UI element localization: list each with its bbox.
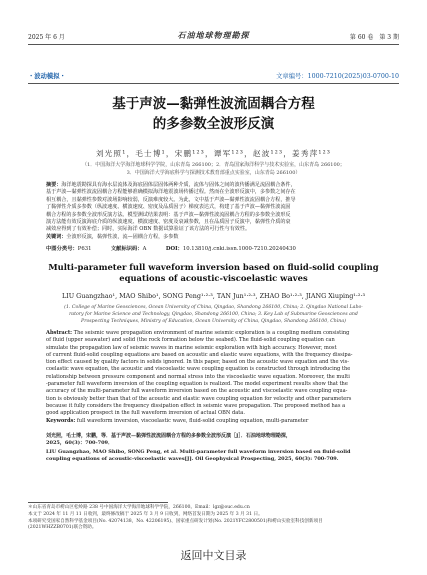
footnotes <box>28 505 399 532</box>
journal-name: 石油地球物理勘探 <box>177 30 250 40</box>
back-to-contents-link[interactable] <box>0 547 427 563</box>
affiliation-en-1: (1. College of Marine Geosciences, Ocean University of China, Qingdao, Shandong 266100, China; 2. Qingdao National Labo- <box>64 305 363 310</box>
affiliation-en-3: Prospecting Techniques, Ministry of Education, Ocean University of China, Qingdao, Shandong 266100, China) <box>81 319 346 324</box>
clc-number: P631 <box>77 246 92 252</box>
category-rule <box>28 83 399 84</box>
title-en-line2: equations of acoustic-viscoelastic waves <box>119 273 308 283</box>
back-to-contents-label: 返回中文目录 <box>180 549 247 562</box>
affiliation-en-2: ratory for Marine Science and Technology, Qingdao, Shandong 266100, China; 3. Key Lab of Submarine Geosciences and <box>69 312 358 317</box>
footnote-3: 本项研究受国家自然科学基金项目(No. 42074138，No. 42206195)、国家重点研发计划(No. 2021YFC2800501)和崂山实验室科技创新项目 <box>28 518 323 524</box>
abstract-cn: 摘要：海洋地震勘探具有海水层流体及海底固体层固体两种介质，流体与固体之间的波传播满足流固耦合条件， 基于声波—黏弹性波流固耦合方程能够准确模拟海洋地震波场传播过程。然而在全波形反演中，多参数之间存在 相互耦合，且黏弹性参数对波场影响较弱，反演难度较大。为此，文中基于声波—黏弹性波流固耦合方程，推导 了黏弹性介质多参数（纵波速度、横波速度、密度及品质因子）梯度表达式，构建了基于声波—黏弹性波流固 耦合方程的多参数全波形反演方法。模型测试结果表明：基于声波—黏弹性波流固耦合方程的多参数全波形反 演方法能有效反演海底介质的纵波速度、横波速度、密度及衰减参数，且在品质因子反演中，黏弹性介质的衰 减效应得到了有效补偿；同时，实际海洋 OBN 数据试算验证了该方法的可行性与有效性。 关键词：全波形反演，黏弹性波，流—固耦合方程，多参数 <box>46 182 381 241</box>
affiliation-cn-2: 3．中国海洋大学海底科学与探测技术教育部重点实验室，山东青岛 266100） <box>126 170 301 176</box>
title-cn-line1: 基于声波—黏弹性波流固耦合方程 <box>112 96 315 112</box>
abstract-cn-label: 摘要： <box>46 182 62 188</box>
issue-date: 2025 年 6 月 <box>28 34 65 41</box>
classification-row: 中图分类号：P631 文献标识码：A DOI：10.13810/j.cnki.issn.1000-7210.20240430 <box>46 246 296 252</box>
authors-cn: 刘光照¹，毛士博¹，宋鹏¹²³，谭军¹²³，赵波¹²³，姜秀萍¹²³ <box>95 149 332 158</box>
article-id: 文章编号：1000-7210(2025)03-0700-10 <box>276 73 399 80</box>
abstract-en-label: Abstract: <box>46 330 73 336</box>
abstract-en: Abstract: The seismic wave propagation environment of marine seismic exploration is a coupling medium consisting of fluid (upper seawater) and solid (the rock formation below the seabed). The fluid-solid coupling equation can simulate the propagation law of seismic waves in marine seismic exploration with high accuracy. However, most of current fluid-solid coupling equations are based on acoustic and elastic wave equations, with the frequency dissipa- tion effect caused by quality factors in solids ignored. In this paper, based on the acoustic wave equation and the vis- coelastic wave equation, the acoustic and viscoelastic wave coupling equation is constructed through introducing the relationship between pressure component and normal stress into the viscoelastic wave equation. Moreover, the multi -parameter full waveform inversion of the coupling equation is realized. The model experiment results show that the accuracy of the multi-parameter full waveform inversion based on the acoustic and viscoelastic wave coupling equa- tion is obviously better than that of the acoustic and elastic wave coupling equation for velocity and other parameters because it fully considers the frequency dissipation effect in seismic wave propagation. The proposed method has a good application prospect in the full waveform inversion of actual OBN data. Keywords: full waveform inversion, viscoelastic wave, fluid-solid coupling equation, multi-parameter <box>46 330 381 425</box>
footnote-2: 本文于 2024 年 11 月 11 日收到，最终修改稿于 2025 年 3 月 9 日收到，网络首发日期为 2025 年 3 月 31 日。 <box>28 511 263 517</box>
footnote-1: ＊山东省青岛市崂山区松岭路 238 号中国海洋大学海洋地球科学学院，266100。Email：lgz@ouc.edu.cn <box>28 505 250 510</box>
doc-code: A <box>142 246 147 252</box>
doi: 10.13810/j.cnki.issn.1000-7210.20240430 <box>182 246 296 252</box>
citation-cn: 刘光照，毛士博，宋鹏，等．基于声波—黏弹性波流固耦合方程的多参数全波形反演［J］．石油地球物理勘探， 2025，60(3)：700-709． <box>46 433 291 447</box>
title-en-line1: Multi-parameter full waveform inversion based on fluid-solid coupling <box>48 262 379 272</box>
footnote-rule <box>28 502 168 503</box>
running-header <box>28 30 399 42</box>
keywords-cn: 关键词：全波形反演，黏弹性波，流—固耦合方程，多参数 <box>46 233 179 240</box>
affiliation-cn-1: （1．中国海洋大学海洋地球科学学院，山东青岛 266100；2．青岛国家海洋科学与技术实验室，山东青岛 266100； <box>82 162 345 168</box>
citation-en: LIU Guangzhao, MAO Shibo, SONG Peng, et al. Multi-parameter full waveform inversion based on fluid-solid coupling equations of acoustic-viscoelastic waves[J]. Oil Geophysical Prospecting, 2025, 60(3): 700-709. <box>46 449 351 463</box>
authors-en: LIU Guangzhao¹, MAO Shibo¹, SONG Peng¹·²·³, TAN Jun¹·²·³, ZHAO Bo¹·²·³, JIANG Xiuping¹·²·³ <box>61 292 366 300</box>
title-cn-line2: 的多参数全波形反演 <box>152 116 275 132</box>
category-label: ・波动模拟・ <box>28 73 66 80</box>
category-row <box>28 71 399 81</box>
keywords-en: Keywords: full waveform inversion, viscoelastic wave, fluid-solid coupling equation, multi-parameter <box>46 417 309 424</box>
footnote-4: (2021WHZZB0701)联合资助。 <box>28 525 97 531</box>
header-rule <box>28 44 399 45</box>
volume-issue: 第 60 卷 第 3 期 <box>349 34 399 41</box>
